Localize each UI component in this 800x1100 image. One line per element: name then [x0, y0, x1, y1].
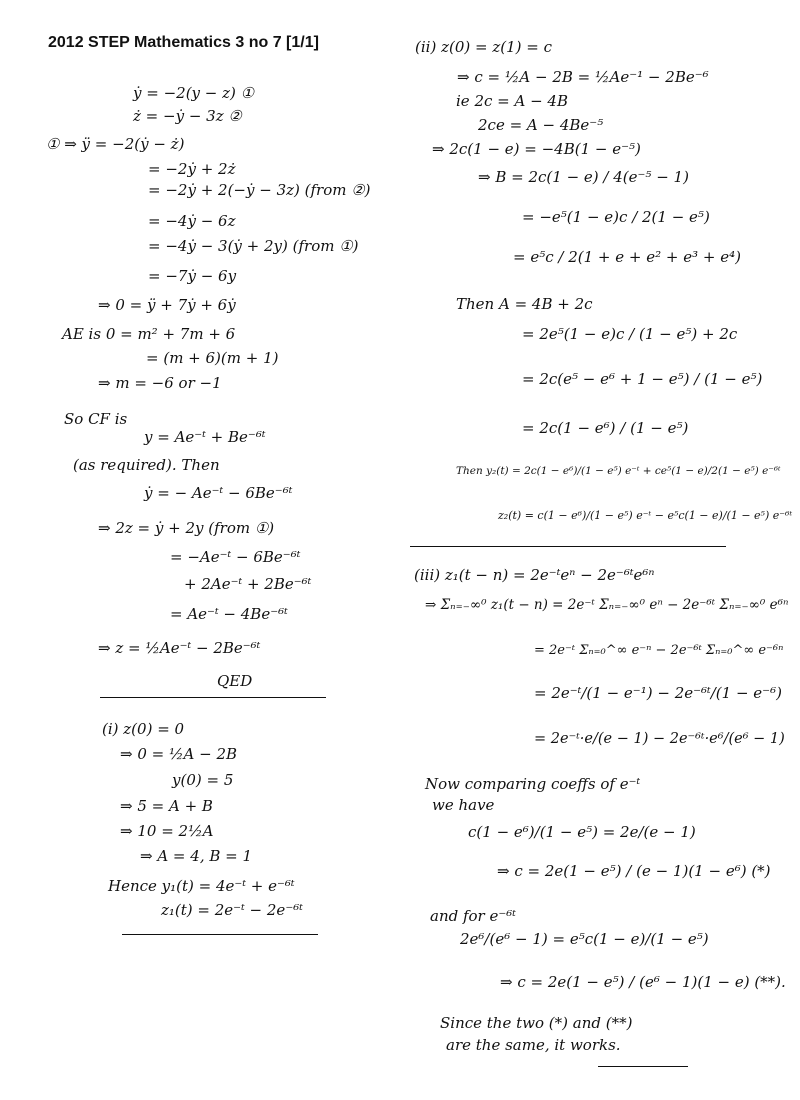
- eq-right-22: c(1 − e⁶)/(1 − e⁵) = 2e/(e − 1): [468, 823, 696, 841]
- eq-right-18: = 2e⁻ᵗ/(1 − e⁻¹) − 2e⁻⁶ᵗ/(1 − e⁻⁶): [534, 684, 782, 702]
- eq-right-8: = e⁵c / 2(1 + e + e² + e³ + e⁴): [513, 248, 741, 266]
- eq-left-1: ẏ = −2(y − z) ①: [133, 84, 255, 102]
- eq-left-24: ⇒ 0 = ½A − 2B: [120, 745, 238, 763]
- section-divider: [410, 546, 726, 547]
- eq-left-15: (as required). Then: [73, 456, 220, 474]
- qed-label: QED: [217, 672, 253, 690]
- section-divider: [122, 934, 318, 935]
- eq-left-19: + 2Ae⁻ᵗ + 2Be⁻⁶ᵗ: [184, 575, 312, 593]
- eq-right-14: z₂(t) = c(1 − e⁶)/(1 − e⁵) e⁻ᵗ − e⁵c(1 − e)/(1 − e⁵) e⁻⁶ᵗ: [498, 509, 793, 522]
- eq-left-4: = −2ẏ + 2ż: [148, 160, 236, 178]
- eq-left-11: = (m + 6)(m + 1): [146, 349, 279, 367]
- eq-left-8: = −7ẏ − 6y: [148, 267, 237, 285]
- eq-left-23: (i) z(0) = 0: [102, 720, 185, 738]
- eq-right-26: ⇒ c = 2e(1 − e⁵) / (e⁶ − 1)(1 − e) (**).: [500, 973, 786, 991]
- eq-left-16: ẏ = − Ae⁻ᵗ − 6Be⁻⁶ᵗ: [144, 484, 293, 502]
- eq-left-13: So CF is: [64, 410, 128, 428]
- eq-right-25: 2e⁶/(e⁶ − 1) = e⁵c(1 − e)/(1 − e⁵): [460, 930, 709, 948]
- section-divider: [100, 697, 326, 698]
- eq-right-24: and for e⁻⁶ᵗ: [430, 907, 517, 925]
- eq-right-7: = −e⁵(1 − e)c / 2(1 − e⁵): [522, 208, 710, 226]
- eq-right-17: = 2e⁻ᵗ Σₙ₌₀^∞ e⁻ⁿ − 2e⁻⁶ᵗ Σₙ₌₀^∞ e⁻⁶ⁿ: [534, 643, 784, 658]
- eq-left-25: y(0) = 5: [172, 771, 234, 789]
- eq-left-9: ⇒ 0 = ÿ + 7ẏ + 6ẏ: [98, 296, 236, 314]
- eq-left-2: ż = −ẏ − 3z ②: [133, 107, 242, 125]
- eq-left-28: ⇒ A = 4, B = 1: [140, 847, 253, 865]
- eq-left-29: Hence y₁(t) = 4e⁻ᵗ + e⁻⁶ᵗ: [108, 877, 295, 895]
- eq-left-27: ⇒ 10 = 2½A: [120, 822, 214, 840]
- section-divider: [598, 1066, 688, 1067]
- eq-left-30: z₁(t) = 2e⁻ᵗ − 2e⁻⁶ᵗ: [161, 901, 303, 919]
- eq-right-6: ⇒ B = 2c(1 − e) / 4(e⁻⁵ − 1): [478, 168, 689, 186]
- eq-right-20: Now comparing coeffs of e⁻ᵗ: [425, 775, 641, 793]
- eq-right-9: Then A = 4B + 2c: [456, 295, 593, 313]
- eq-left-20: = Ae⁻ᵗ − 4Be⁻⁶ᵗ: [170, 605, 288, 623]
- eq-right-11: = 2c(e⁵ − e⁶ + 1 − e⁵) / (1 − e⁵): [522, 370, 763, 388]
- eq-right-21: we have: [432, 796, 495, 814]
- eq-left-14: y = Ae⁻ᵗ + Be⁻⁶ᵗ: [144, 428, 266, 446]
- page-title: 2012 STEP Mathematics 3 no 7 [1/1]: [48, 34, 319, 51]
- eq-right-28: are the same, it works.: [446, 1036, 621, 1054]
- eq-right-16: ⇒ Σₙ₌₋∞⁰ z₁(t − n) = 2e⁻ᵗ Σₙ₌₋∞⁰ eⁿ − 2e⁻⁶ᵗ Σₙ₌₋∞⁰ e⁶ⁿ: [425, 597, 789, 613]
- eq-right-5: ⇒ 2c(1 − e) = −4B(1 − e⁻⁵): [432, 140, 641, 158]
- eq-right-2: ⇒ c = ½A − 2B = ½Ae⁻¹ − 2Be⁻⁶: [457, 68, 709, 86]
- eq-left-26: ⇒ 5 = A + B: [120, 797, 213, 815]
- eq-right-1: (ii) z(0) = z(1) = c: [415, 38, 552, 56]
- eq-left-3: ① ⇒ ÿ = −2(ẏ − ż): [46, 135, 185, 153]
- eq-right-27: Since the two (*) and (**): [440, 1014, 633, 1032]
- eq-left-18: = −Ae⁻ᵗ − 6Be⁻⁶ᵗ: [170, 548, 301, 566]
- eq-left-10: AE is 0 = m² + 7m + 6: [62, 325, 236, 343]
- eq-left-12: ⇒ m = −6 or −1: [98, 374, 222, 392]
- eq-left-7: = −4ẏ − 3(ẏ + 2y) (from ①): [148, 237, 359, 255]
- eq-right-13: Then y₂(t) = 2c(1 − e⁶)/(1 − e⁵) e⁻ᵗ + ce⁵(1 − e)/2(1 − e⁵) e⁻⁶ᵗ: [456, 465, 781, 477]
- eq-left-6: = −4ẏ − 6z: [148, 212, 236, 230]
- eq-right-10: = 2e⁵(1 − e)c / (1 − e⁵) + 2c: [522, 325, 738, 343]
- eq-right-3: ie 2c = A − 4B: [456, 92, 568, 110]
- eq-right-15: (iii) z₁(t − n) = 2e⁻ᵗeⁿ − 2e⁻⁶ᵗe⁶ⁿ: [414, 566, 655, 584]
- eq-left-5: = −2ẏ + 2(−ẏ − 3z) (from ②): [148, 181, 371, 199]
- eq-right-12: = 2c(1 − e⁶) / (1 − e⁵): [522, 419, 689, 437]
- eq-right-19: = 2e⁻ᵗ·e/(e − 1) − 2e⁻⁶ᵗ·e⁶/(e⁶ − 1): [534, 731, 785, 747]
- eq-right-4: 2ce = A − 4Be⁻⁵: [478, 116, 604, 134]
- eq-left-17: ⇒ 2z = ẏ + 2y (from ①): [98, 519, 275, 537]
- eq-right-23: ⇒ c = 2e(1 − e⁵) / (e − 1)(1 − e⁶) (*): [497, 862, 771, 880]
- eq-left-21: ⇒ z = ½Ae⁻ᵗ − 2Be⁻⁶ᵗ: [98, 639, 261, 657]
